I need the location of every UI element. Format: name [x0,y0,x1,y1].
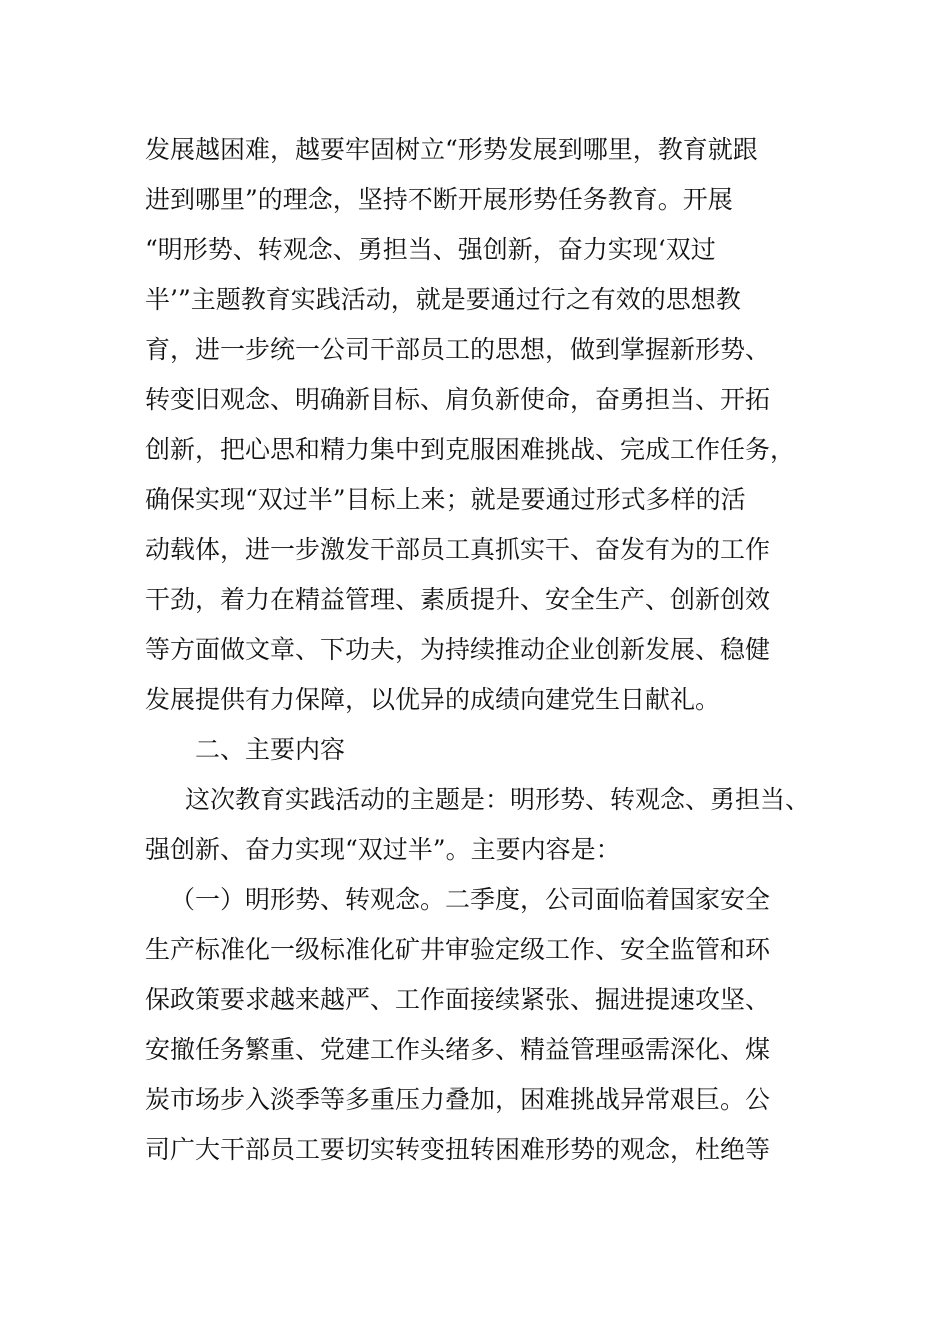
text-line: 等方面做文章、下功夫，为持续推动企业创新发展、稳健 [145,635,771,664]
text-line: 动载体，进一步激发干部员工真抓实干、奋发有为的工作 [145,535,771,564]
text-line: 确保实现“双过半”目标上来；就是要通过形式多样的活 [145,485,746,514]
text-line: 司广大干部员工要切实转变扭转困难形势的观念，杜绝等 [145,1135,771,1164]
text-line: 安撤任务繁重、党建工作头绪多、精益管理亟需深化、煤 [145,1035,771,1064]
text-line: 进到哪里”的理念，坚持不断开展形势任务教育。开展 [145,185,733,214]
text-line: 转变旧观念、明确新目标、肩负新使命，奋勇担当、开拓 [145,385,771,414]
text-line: 创新，把心思和精力集中到克服困难挑战、完成工作任务， [145,435,796,464]
text-line: 保政策要求越来越严、工作面接续紧张、掘进提速攻坚、 [145,985,771,1014]
text-line: 生产标准化一级标准化矿井审验定级工作、安全监管和环 [145,935,771,964]
section-heading: 二、主要内容 [195,735,346,764]
text-line: 发展提供有力保障，以优异的成绩向建党生日献礼。 [145,685,721,714]
text-line: 炭市场步入淡季等多重压力叠加，困难挑战异常艰巨。公 [145,1085,771,1114]
text-line: 干劲，着力在精益管理、素质提升、安全生产、创新创效 [145,585,771,614]
text-line: 这次教育实践活动的主题是：明形势、转观念、勇担当、 [185,785,811,814]
text-line: 发展越困难，越要牢固树立“形势发展到哪里，教育就跟 [145,135,758,164]
text-line: 半’”主题教育实践活动，就是要通过行之有效的思想教 [145,285,741,314]
text-line: 育，进一步统一公司干部员工的思想，做到掌握新形势、 [145,335,771,364]
text-line: 强创新、奋力实现“双过半”。主要内容是： [145,835,621,864]
text-line: “明形势、转观念、勇担当、强创新，奋力实现‘双过 [145,235,716,264]
subsection-line: （一）明形势、转观念。二季度，公司面临着国家安全 [170,885,771,914]
